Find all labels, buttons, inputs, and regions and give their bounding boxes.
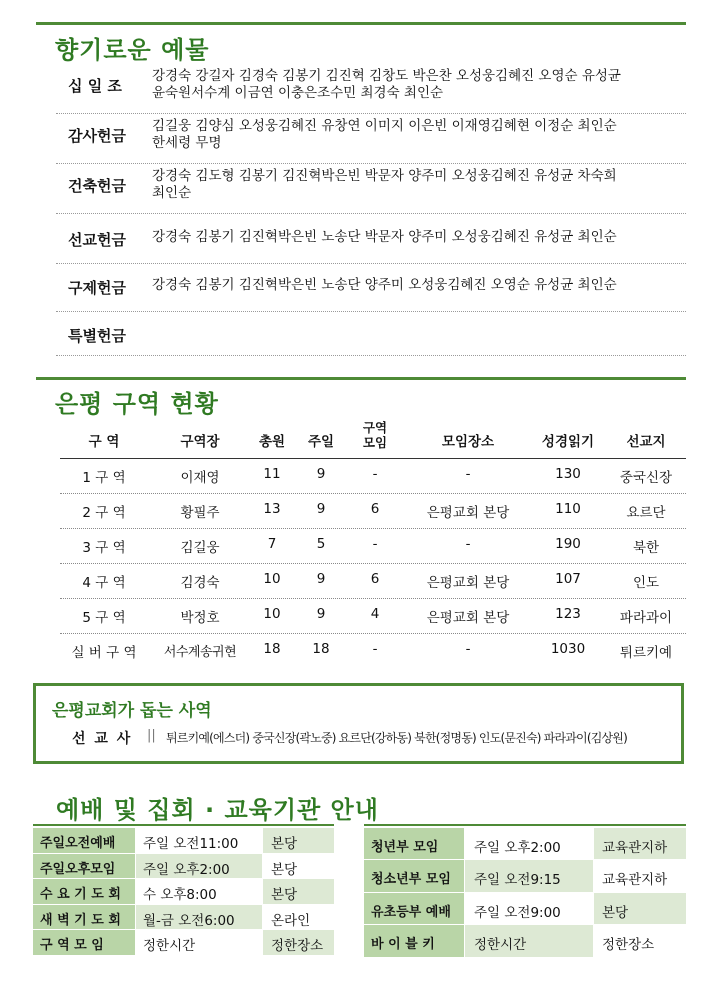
header-meeting-line: 모임 xyxy=(362,435,388,450)
worship-left-time: 정한시간 xyxy=(143,938,196,954)
district-table-header-rule xyxy=(60,458,686,459)
mission-label: 선 교 사 xyxy=(72,731,133,747)
district-cell-meeting: - xyxy=(372,641,378,657)
district-cell-missionary: 파라과이 xyxy=(619,610,673,626)
district-cell-sunday: 18 xyxy=(312,641,330,657)
district-cell-place: 은평교회 본당 xyxy=(426,610,510,626)
offering-names xyxy=(152,68,682,102)
district-cell-leader: 박정호 xyxy=(180,610,220,626)
worship-left-name: 수 요 기 도 회 xyxy=(40,887,121,902)
mission-text: 튀르키예(에스더) 중국신장(곽노중) 요르단(강하동) 북한(정명동) 인도(문진숙) 파라과이(김상원) xyxy=(166,731,627,745)
district-cell-total: 11 xyxy=(263,466,281,482)
offerings-top-rule xyxy=(36,22,686,25)
worship-right-name: 청소년부 모임 xyxy=(371,872,451,888)
worship-left-place: 온라인 xyxy=(271,912,311,929)
header-leader: 구역장 xyxy=(180,434,220,450)
district-cell-total: 18 xyxy=(263,641,281,657)
district-cell-bible: 190 xyxy=(555,536,581,552)
district-row-divider xyxy=(60,633,686,634)
offering-names-line: 김길웅 김양심 오성웅김혜진 유창연 이미지 이은빈 이재영김혜현 이정순 최인순 xyxy=(152,118,617,134)
district-cell-bible: 130 xyxy=(555,466,581,482)
offering-row xyxy=(56,115,686,164)
worship-left-name: 주일오후모임 xyxy=(40,861,116,877)
district-row-divider xyxy=(60,598,686,599)
district-cell-district: 3 구 역 xyxy=(82,540,126,556)
worship-left-place: 본당 xyxy=(271,861,298,878)
district-cell-meeting: - xyxy=(372,536,378,552)
district-cell-place: - xyxy=(465,641,471,657)
offering-names xyxy=(152,118,682,152)
worship-left-place: 정한장소 xyxy=(271,938,324,954)
district-cell-leader: 김길웅 xyxy=(180,540,220,556)
worship-left-time: 주일 오전11:00 xyxy=(143,836,239,852)
header-bible: 성경읽기 xyxy=(541,434,595,450)
district-cell-sunday: 9 xyxy=(316,606,326,622)
districts-title: 은평 구역 현황 xyxy=(55,390,219,418)
worship-right-time: 주일 오전9:15 xyxy=(474,872,561,889)
district-cell-district: 4 구 역 xyxy=(82,575,126,591)
offering-label: 십 일 조 xyxy=(68,77,122,95)
district-cell-missionary: 튀르키예 xyxy=(619,645,673,661)
header-meeting-line: 구역 xyxy=(362,420,388,435)
district-cell-place: - xyxy=(465,536,471,552)
offering-names xyxy=(152,168,682,202)
worship-right-place: 교육관지하 xyxy=(602,872,668,889)
worship-title: 예배 및 집회 · 교육기관 안내 xyxy=(56,796,379,824)
district-cell-missionary: 중국신장 xyxy=(619,470,673,486)
district-cell-bible: 110 xyxy=(555,501,581,517)
worship-right-place: 교육관지하 xyxy=(602,840,668,856)
district-row-divider xyxy=(60,493,686,494)
district-cell-bible: 123 xyxy=(555,606,581,622)
offering-names-line: 강경숙 김봉기 김진혁박은빈 노송단 박문자 양주미 오성웅김혜진 유성균 최인순 xyxy=(152,229,617,245)
district-cell-missionary: 북한 xyxy=(632,540,660,556)
district-row-divider xyxy=(60,528,686,529)
worship-left-time: 주일 오후2:00 xyxy=(143,861,230,878)
offering-label: 구제헌금 xyxy=(68,279,126,297)
header-missionary: 선교지 xyxy=(626,434,666,450)
worship-right-time: 주일 오후2:00 xyxy=(474,840,561,856)
district-cell-total: 10 xyxy=(263,606,281,622)
offering-names-line: 최인순 xyxy=(152,185,192,201)
districts-top-rule xyxy=(36,377,686,380)
offering-label: 선교헌금 xyxy=(68,231,126,249)
worship-right-place: 정한장소 xyxy=(602,937,655,954)
district-cell-sunday: 9 xyxy=(316,466,326,482)
district-cell-meeting: 6 xyxy=(370,501,380,517)
district-cell-bible: 107 xyxy=(555,571,581,587)
offering-names-line: 윤숙원서수계 이금연 이충은조수민 최경숙 최인순 xyxy=(152,85,444,101)
header-sunday: 주일 xyxy=(307,434,335,450)
district-cell-district: 1 구 역 xyxy=(82,470,126,486)
worship-right-place: 본당 xyxy=(602,904,629,921)
header-meeting xyxy=(363,420,387,450)
offering-row xyxy=(56,311,686,356)
offering-names-line: 한세령 무명 xyxy=(152,135,222,151)
district-cell-place: 은평교회 본당 xyxy=(426,505,510,521)
header-total: 총원 xyxy=(258,434,286,450)
district-cell-leader: 서수계송귀현 xyxy=(163,645,237,660)
worship-left-rule xyxy=(33,824,334,826)
offerings-title: 향기로운 예물 xyxy=(55,36,210,64)
header-place: 모임장소 xyxy=(441,434,495,450)
worship-left-name: 새 벽 기 도 회 xyxy=(40,912,121,928)
offering-label: 특별헌금 xyxy=(68,327,126,345)
offering-row xyxy=(56,65,686,114)
district-cell-leader: 이재영 xyxy=(180,470,220,486)
offering-row xyxy=(56,215,686,264)
header-district: 구 역 xyxy=(88,434,120,450)
district-cell-sunday: 9 xyxy=(316,571,326,587)
offering-names-line: 강경숙 김봉기 김진혁박은빈 노송단 양주미 오성웅김혜진 오영순 유성균 최인순 xyxy=(152,277,617,293)
district-cell-place: 은평교회 본당 xyxy=(426,575,510,591)
mission-box xyxy=(33,683,684,764)
offering-names-line: 강경숙 김도형 김봉기 김진혁박은빈 박문자 양주미 오성웅김혜진 유성균 차숙희 xyxy=(152,168,617,184)
district-cell-leader: 황필주 xyxy=(180,505,220,521)
district-cell-total: 10 xyxy=(263,571,281,587)
worship-left-time: 월-금 오전6:00 xyxy=(143,912,235,929)
district-cell-leader: 김경숙 xyxy=(180,575,220,591)
worship-right-time: 정한시간 xyxy=(474,937,527,954)
district-cell-meeting: 6 xyxy=(370,571,380,587)
offering-names xyxy=(152,277,682,294)
worship-left-place: 본당 xyxy=(271,887,298,903)
offering-label: 감사헌금 xyxy=(68,127,126,145)
worship-right-rule xyxy=(364,824,686,826)
offering-names-line: 강경숙 강길자 김경숙 김봉기 김진혁 김창도 박은찬 오성웅김혜진 오영순 유성균 xyxy=(152,68,621,84)
district-row-divider xyxy=(60,563,686,564)
mission-title: 은평교회가 돕는 사역 xyxy=(52,701,212,721)
district-cell-district: 5 구 역 xyxy=(82,610,126,626)
district-cell-bible: 1030 xyxy=(550,641,586,657)
worship-left-time: 수 오후8:00 xyxy=(143,887,217,903)
district-cell-total: 13 xyxy=(263,501,281,517)
worship-left-place: 본당 xyxy=(271,836,298,852)
district-cell-place: - xyxy=(465,466,471,482)
district-cell-district: 실 버 구 역 xyxy=(71,645,137,661)
district-cell-total: 7 xyxy=(267,536,277,552)
offering-row xyxy=(56,165,686,214)
offering-names xyxy=(152,229,682,246)
worship-right-name: 유초등부 예배 xyxy=(371,904,451,920)
district-cell-meeting: - xyxy=(372,466,378,482)
offering-label: 건축헌금 xyxy=(68,177,126,195)
district-cell-district: 2 구 역 xyxy=(82,505,126,521)
district-cell-sunday: 9 xyxy=(316,501,326,517)
worship-right-time: 주일 오전9:00 xyxy=(474,904,561,921)
offering-row xyxy=(56,263,686,312)
worship-left-name: 주일오전예배 xyxy=(40,836,116,851)
mission-separator: || xyxy=(147,728,156,743)
district-cell-missionary: 인도 xyxy=(632,575,660,591)
district-cell-meeting: 4 xyxy=(370,606,380,622)
worship-right-name: 바 이 블 키 xyxy=(371,937,435,953)
worship-right-name: 청년부 모임 xyxy=(371,840,439,855)
district-cell-missionary: 요르단 xyxy=(626,505,666,521)
worship-left-name: 구 역 모 임 xyxy=(40,938,104,953)
district-cell-sunday: 5 xyxy=(316,536,326,552)
